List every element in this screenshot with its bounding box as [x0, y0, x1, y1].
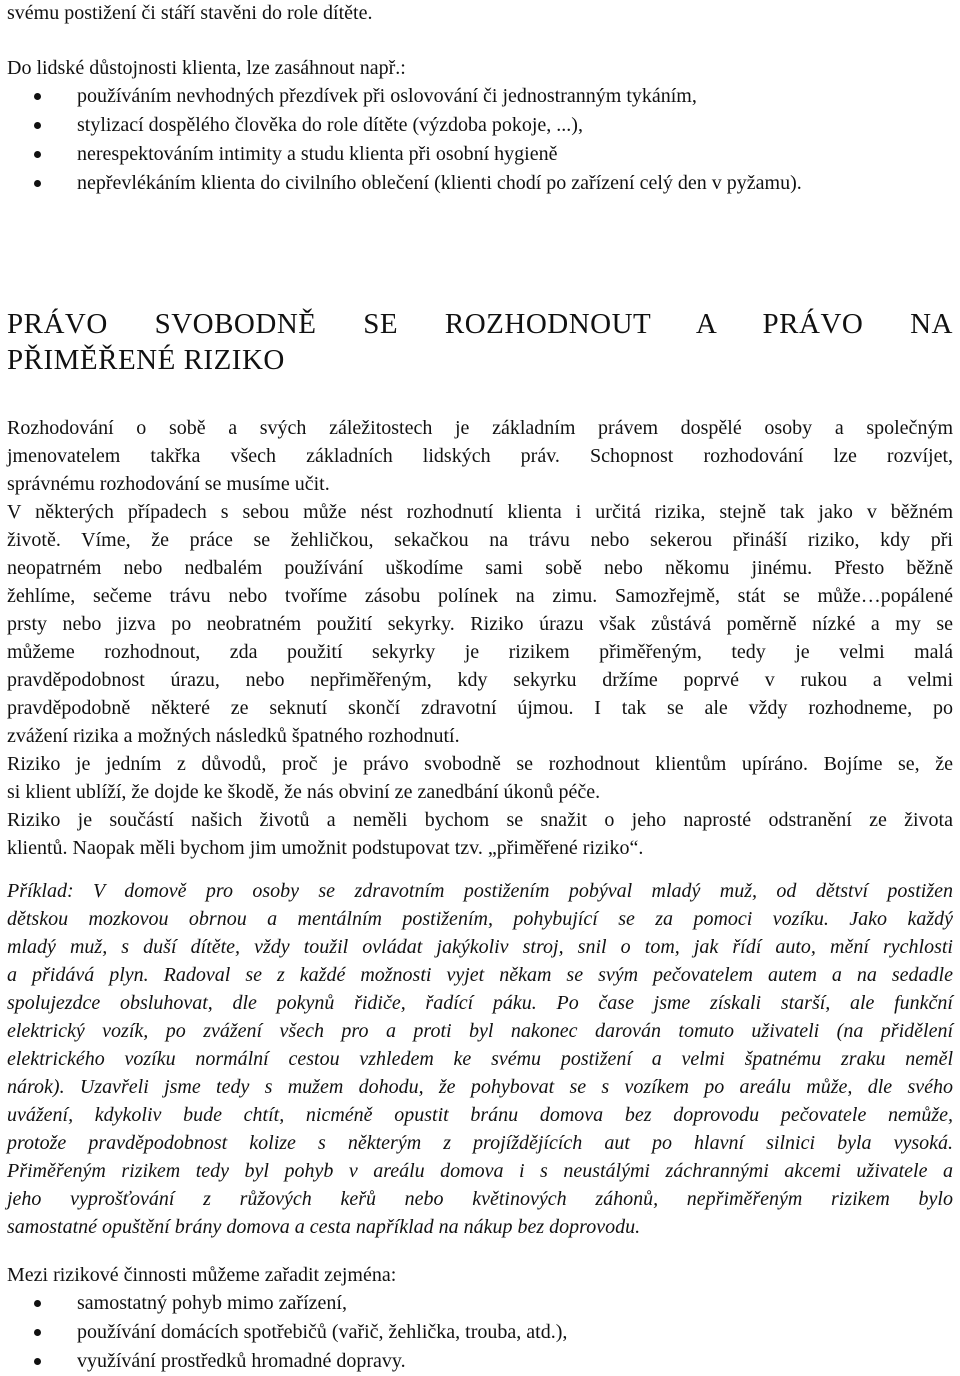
body-line: žehlíme, sečeme trávu nebo tvoříme zásobu polínek na zimu. Samozřejmě, stát se může…popálené [7, 585, 953, 607]
example-line: jeho vyprošťování z růžových keřů nebo květinových záhonů, nepřiměřeným rizikem bylo [7, 1188, 953, 1210]
example-line: elektrický vozík, po zvážení všech pro a proti byl nakonec darován tomuto uživateli (na přidělení [7, 1020, 953, 1042]
body-line: životě. Víme, že práce se žehličkou, sekačkou na trávu nebo sekerou přináší riziko, kdy při [7, 529, 953, 551]
example-line: spolujezdce obsluhovat, dle pokynů řidiče, řadící páku. Po čase jsme získali starší, ale funkční [7, 992, 953, 1014]
body-line: správnému rozhodování se musíme učit. [7, 473, 330, 495]
example-line: mladý muž, s duší dítěte, vždy toužil ovládat jakýkoliv stroj, snil o tom, jak řídí auto, mění rychlosti [7, 936, 953, 958]
example-line: protože pravděpodobnost kolize s některým z projíždějících aut po hlavní silnici byla vysoká. [7, 1132, 953, 1154]
bullet-dot-icon [34, 180, 41, 187]
risky-activities-list [7, 1289, 955, 1376]
section-heading [7, 306, 953, 378]
heading-line-1: PRÁVO SVOBODNĚ SE ROZHODNOUT A PRÁVO NA [7, 308, 953, 340]
bullet-item: používání domácích spotřebičů (vařič, žehlička, trouba, atd.), [7, 1318, 955, 1347]
example-line: elektrického vozíku normální cestou vzhledem ke svému postižení a velmi špatnému zraku neměl [7, 1048, 953, 1070]
bullet-item: nerespektováním intimity a studu klienta při osobní hygieně [7, 140, 955, 169]
body-line: neopatrném nebo nedbalém používání uškodíme sami sobě nebo někomu jinému. Přesto běžně [7, 557, 953, 579]
bullet-dot-icon [34, 151, 41, 158]
body-line: Rozhodování o sobě a svých záležitostech je základním právem dospělé osoby a společným [7, 417, 953, 439]
example-paragraph [7, 877, 953, 1241]
body-line: V některých případech s sebou může nést rozhodnutí klienta i určitá rizika, stejně tak jako v běžném [7, 501, 953, 523]
body-line: pravděpodobně některé ze seknutí skončí zdravotní újmou. I tak se ale vždy rozhodneme, po [7, 697, 953, 719]
body-line: můžeme rozhodnout, zda použití sekyrky je rizikem přiměřeným, tedy je velmi malá [7, 641, 953, 663]
bullet-item: nepřevlékáním klienta do civilního oblečení (klienti chodí po zařízení celý den v pyžamu). [7, 169, 955, 198]
bullet-item: samostatný pohyb mimo zařízení, [7, 1289, 955, 1318]
example-line: samostatné opuštění brány domova a cesta například na nákup bez doprovodu. [7, 1216, 641, 1238]
intro-line-1: svému postižení či stáří stavěni do role dítěte. [7, 2, 373, 24]
bullet-item: využívání prostředků hromadné dopravy. [7, 1347, 955, 1376]
body-line: pravděpodobnost úrazu, nebo nepřiměřeným, kdy sekyrku držíme poprvé v rukou a velmi [7, 669, 953, 691]
body-line: si klient ublíží, že dojde ke škodě, že nás obviní ze zanedbání úkonů péče. [7, 781, 601, 803]
body-line: prsty nebo jizva po neobratném použití sekyrky. Riziko úrazu však zůstává poměrně nízké a my se [7, 613, 953, 635]
heading-line-2: PŘIMĚŘENÉ RIZIKO [7, 344, 285, 376]
body-line: jmenovatelem takřka všech základních lidských práv. Schopnost rozhodování lze rozvíjet, [7, 445, 953, 467]
body-line: zvážení rizika a možných následků špatného rozhodnutí. [7, 725, 460, 747]
bullet-item: používáním nevhodných přezdívek při oslovování či jednostranným tykáním, [7, 82, 955, 111]
body-line: klientů. Naopak měli bychom jim umožnit podstupovat tzv. „přiměřené riziko“. [7, 837, 644, 859]
example-line: a přidává plyn. Radoval se z každé možnosti vyjet někam se svým pečovatelem autem a na sedadle [7, 964, 953, 986]
example-line: uvážení, kdykoliv bude chtít, nicméně opustit bránu domova bez doprovodu pečovatele nemůže, [7, 1104, 953, 1126]
example-line: Příklad: V domově pro osoby se zdravotním postižením pobýval mladý muž, od dětství postižen [7, 880, 953, 902]
bullet-dot-icon [34, 1329, 41, 1336]
bullet-dot-icon [34, 122, 41, 129]
bullet-item: stylizací dospělého člověka do role dítěte (výzdoba pokoje, ...), [7, 111, 955, 140]
body-line: Riziko je jedním z důvodů, proč je právo svobodně se rozhodnout klientům upíráno. Bojíme se, že [7, 753, 953, 775]
intro-line-2: Do lidské důstojnosti klienta, lze zasáhnout např.: [7, 57, 406, 79]
dignity-bullet-list [7, 82, 955, 198]
bullet-dot-icon [34, 93, 41, 100]
body-line: Riziko je součástí našich životů a neměli bychom se snažit o jeho naprosté odstranění ze života [7, 809, 953, 831]
example-line: nárok). Uzavřeli jsme tedy s mužem dohodu, že pohybovat se s vozíkem po areálu může, dle svého [7, 1076, 953, 1098]
bullet-dot-icon [34, 1358, 41, 1365]
body-paragraphs [7, 414, 953, 862]
bullet-dot-icon [34, 1300, 41, 1307]
risky-intro: Mezi rizikové činnosti můžeme zařadit zejména: [7, 1264, 397, 1286]
example-line: dětskou mozkovou obrnou a mentálním postižením, pohybující se za pomoci vozíku. Jako každý [7, 908, 953, 930]
example-line: Přiměřeným rizikem tedy byl pohyb v areálu domova i s neustálými záchrannými akcemi uživatele a [7, 1160, 953, 1182]
